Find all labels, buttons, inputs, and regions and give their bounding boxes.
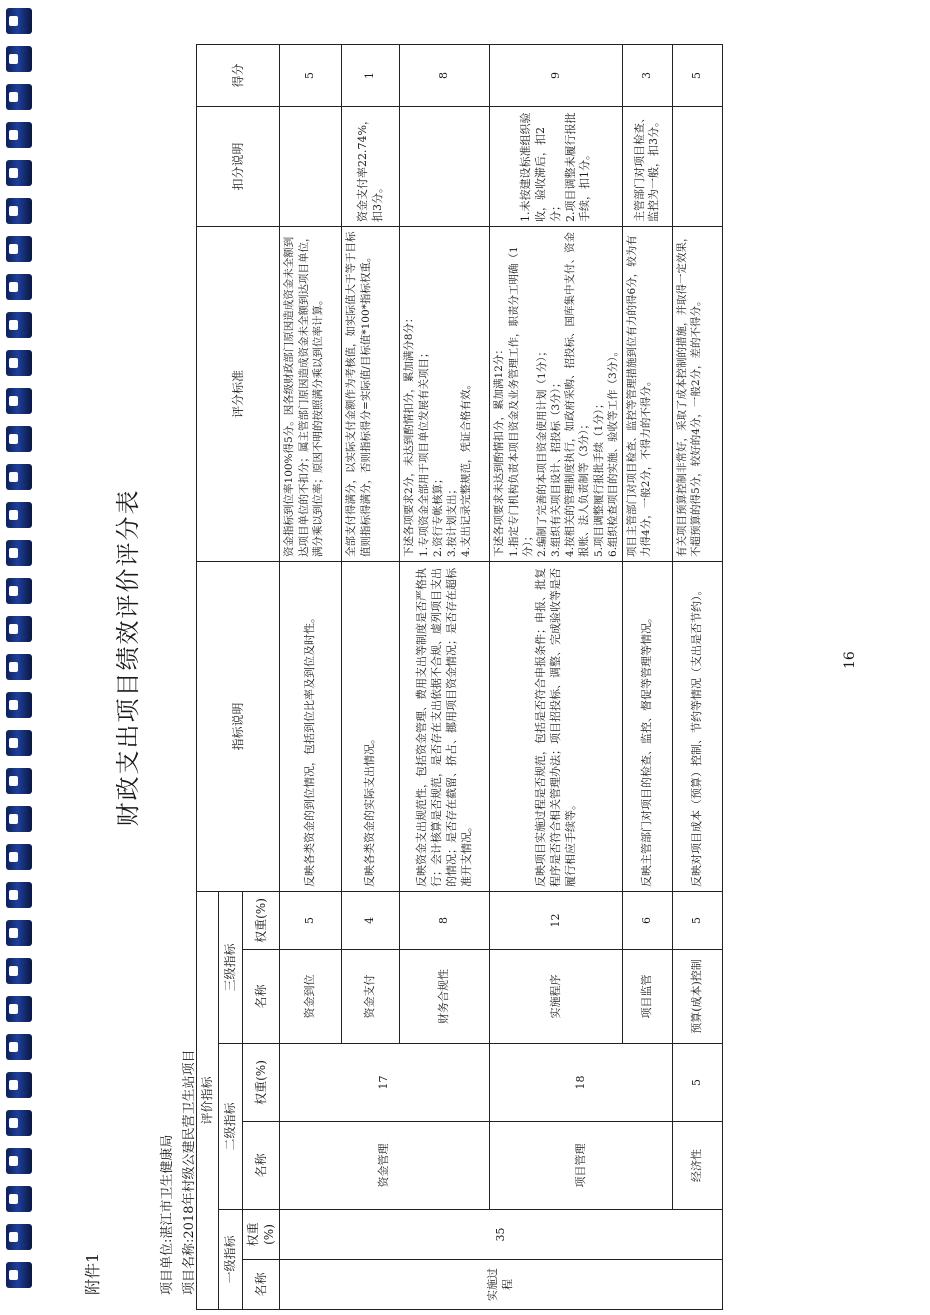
row-desc: 反映资金支出规范性，包括资金管理、费用支出等制度是否严格执行；会计核算是否规范，是否存在支出依据不合规、虚列项目支出的情况；是否存在截留、挤占、挪用项目资金情况；是否存在超标准开支情况。	[400, 561, 490, 891]
header-l3-name: 名称	[243, 950, 280, 1044]
header-standard: 评分标准	[197, 226, 280, 561]
header-l2-weight: 权重(%)	[243, 1044, 280, 1122]
level1-weight: 35	[280, 1210, 723, 1260]
row-weight: 8	[400, 891, 490, 949]
row-name: 预算(成本)控制	[672, 950, 722, 1044]
row-desc: 反映对项目成本（预算）控制、节约等情况（支出是否节约）。	[672, 561, 722, 891]
table-row	[280, 44, 342, 1309]
row-desc: 反映项目实施过程是否规范，包括是否符合申报条件；申报、批复程序是否符合相关管理办法；项目招投标、调整、完成验收等是否履行相应手续等。	[490, 561, 623, 891]
header-eval-indicator: 评价指标	[197, 891, 219, 1309]
group-weight: 17	[280, 1044, 490, 1122]
row-score: 1	[342, 44, 400, 106]
row-standard: 有关项目预算控制非常好，采取了成本控制的措施，并取得一定效果，不超预算的得5分，较好的4分，一般2分，差的不得分。	[672, 226, 722, 561]
annex-label: 附件1	[83, 1252, 102, 1295]
row-name: 财务合规性	[400, 950, 490, 1044]
table-row	[490, 44, 623, 1309]
project-unit: 项目单位:湛江市卫生健康局	[160, 1134, 175, 1295]
row-name: 资金到位	[280, 950, 342, 1044]
row-name: 项目监管	[622, 950, 672, 1044]
row-standard: 项目主管部门对项目检查、监控等管理措施到位有力的得6分，较为有力得4分，一般2分，不得力的不得分。	[622, 226, 672, 561]
row-weight: 5	[672, 891, 722, 949]
row-standard: 下述各项要求2分，未达到酌情扣分，累加满分8分： 1.专项资金全部用于项目单位发展有关项目； 2.资行专帐核算； 3.按计划支出； 4.支出记录完整规范，凭证合格有效。	[400, 226, 490, 561]
row-score: 5	[280, 44, 342, 106]
group-weight: 18	[490, 1044, 673, 1122]
level1-name: 实施过程	[280, 1260, 723, 1310]
row-standard: 下述各项要求未达到酌情扣分，累加满12分： 1.指定专门机构负责本项目资金及业务管理工作，职责分工明确（1分）； 2.编制了完善的本项目资金使用计划（1分）； 3.组织有关项目设计、招投标（3分）； 4.按相关的管理制度执行，如政府采购、招投标、国库集中支付、资金报账、法人负责制等（3分）； 5.项目调整履行报批手续（1分）； 6.组织检查项目的实施、验收等工作（3分）。	[490, 226, 623, 561]
row-deduction: 1.未按建设标准组织验收，验收滞后，扣2分； 2.项目调整未履行报批手续，扣1分。	[490, 106, 623, 226]
header-level1: 一级指标	[219, 1210, 243, 1310]
table-row	[672, 44, 722, 1309]
header-l2-name: 名称	[243, 1122, 280, 1210]
header-level2: 二级指标	[219, 1044, 243, 1210]
row-desc: 反映各类资金的到位情况，包括到位比率及到位及时性。	[280, 561, 342, 891]
header-l1-weight: 权重(%)	[243, 1210, 280, 1260]
row-standard: 全部支付得满分，以实际支付金额作为考核值，如实际值大于等于目标值则指标得满分，否则指标得分=实际值/目标值*100*指标权重。	[342, 226, 400, 561]
header-level3: 三级指标	[219, 891, 243, 1043]
evaluation-table	[196, 44, 723, 1310]
row-name: 实施程序	[490, 950, 623, 1044]
row-deduction	[280, 106, 342, 226]
row-deduction	[400, 106, 490, 226]
row-weight: 5	[280, 891, 342, 949]
row-weight: 12	[490, 891, 623, 949]
header-l1-name: 名称	[243, 1260, 280, 1310]
group-name: 项目管理	[490, 1122, 673, 1210]
group-name: 资金管理	[280, 1122, 490, 1210]
group-name: 经济性	[672, 1122, 722, 1210]
row-name: 资金支付	[342, 950, 400, 1044]
header-score: 得分	[197, 44, 280, 106]
row-score: 9	[490, 44, 623, 106]
row-desc: 反映各类资金的实际支出情况。	[342, 561, 400, 891]
group-weight: 5	[672, 1044, 722, 1122]
header-desc: 指标说明	[197, 561, 280, 891]
row-score: 5	[672, 44, 722, 106]
page-title: 财政支出项目绩效评价评分表	[114, 488, 142, 827]
row-score: 8	[400, 44, 490, 106]
row-deduction: 资金支付率22.74%，扣3分。	[342, 106, 400, 226]
row-weight: 6	[622, 891, 672, 949]
row-weight: 4	[342, 891, 400, 949]
header-l3-weight: 权重(%)	[243, 891, 280, 949]
header-deduction: 扣分说明	[197, 106, 280, 226]
row-deduction	[672, 106, 722, 226]
page-number: 16	[842, 651, 858, 669]
row-standard: 资金指标到位率100%得5分。因各级财政部门原因造成资金未全额到达项目单位的不扣分；属主管部门原因造成资金未全额到达项目单位，满分乘以到位率；原因不明的按照满分乘以到位率计算。	[280, 226, 342, 561]
row-score: 3	[622, 44, 672, 106]
row-deduction: 主管部门对项目检查、监控为一般，扣3分。	[622, 106, 672, 226]
row-desc: 反映主管部门对项目的检查、监控、督促等管理等情况。	[622, 561, 672, 891]
project-name: 项目名称:2018年村级公建民营卫生站项目	[182, 1049, 197, 1295]
